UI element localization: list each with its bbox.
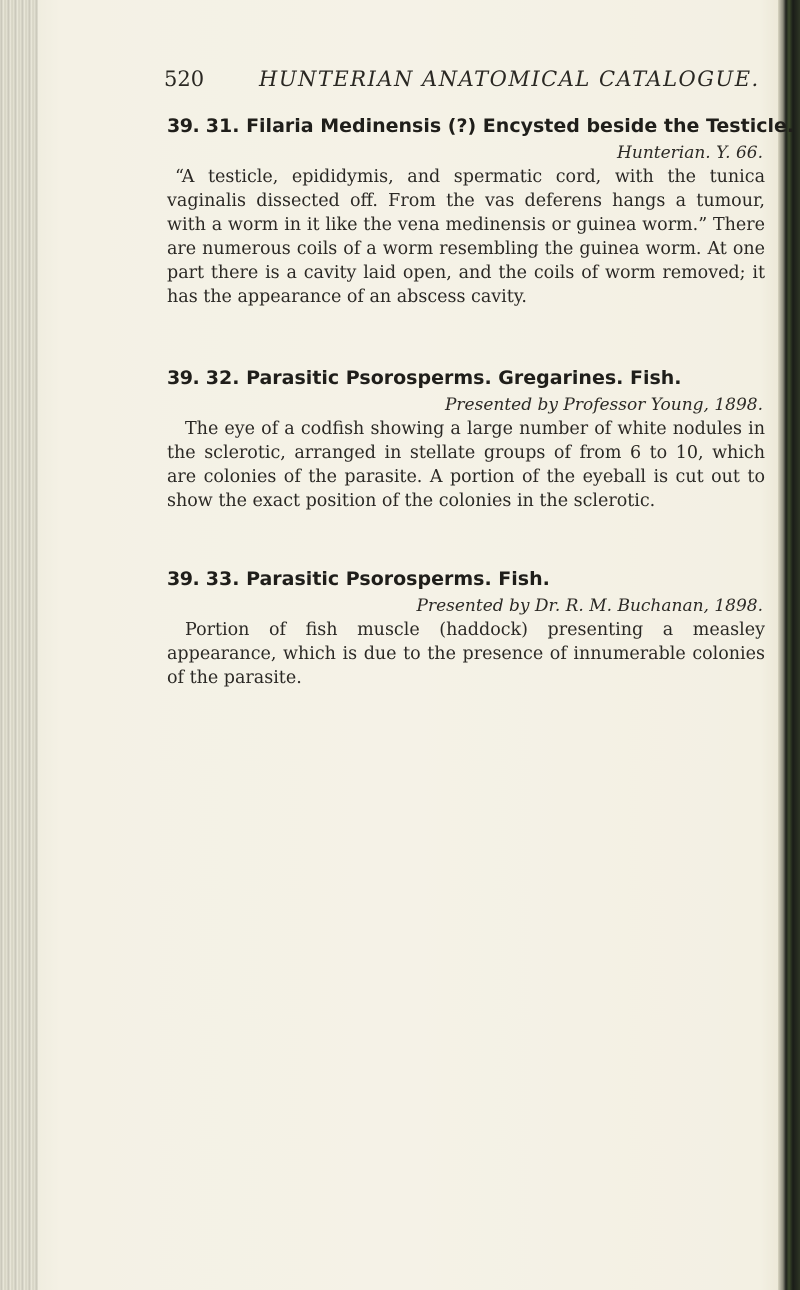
entry-title [167,364,765,393]
entry-description-text: The eye of a codfish showing a large number of white nodules in the sclerotic, arranged in stellate groups of from 6 to 10, which are colonies of the parasite. A portion of the eyeball is cut out to show the exact position of the colonies in the sclerotic. [167,419,765,511]
catalogue-entry [167,364,765,513]
entry-description-text: Portion of fish muscle (haddock) presenting a measley appearance, which is due to the presence of innumerable colonies of the parasite. [167,620,765,688]
entry-title [167,565,765,594]
catalogue-entry [167,112,795,309]
catalogue-entry [167,565,765,690]
entry-description [167,618,765,690]
entry-number: 39. [167,367,200,389]
entry-description [167,165,765,309]
right-page-edge [778,0,800,1290]
entry-title-text: 33. Parasitic Psorosperms. Fish. [205,568,550,590]
entry-number: 39. [167,115,200,137]
entry-description-text: “A testicle, epididymis, and spermatic cord, with the tunica vaginalis dissected off. From the vas deferens hangs a tumour, with a worm in it like the vena medinensis or guinea worm.” There are numerous coils of a worm resembling the guinea worm. At one part there is a cavity laid open, and the coils of worm removed; it has the appearance of an abscess cavity. [167,167,765,307]
entry-title-text: 32. Parasitic Psorosperms. Gregarines. Fish. [205,367,682,389]
entry-title [167,112,795,141]
entry-number: 39. [167,568,200,590]
left-binding-edge [0,0,38,1290]
page-header [164,67,760,97]
entry-description [167,417,765,513]
entry-reference: Hunterian. Y. 66. [617,143,763,163]
running-title: HUNTERIAN ANATOMICAL CATALOGUE. [259,67,760,91]
entry-title-text: 31. Filaria Medinensis (?) Encysted beside the Testicle. [205,115,795,137]
entry-reference: Presented by Professor Young, 1898. [444,395,763,415]
entry-reference: Presented by Dr. R. M. Buchanan, 1898. [416,596,763,616]
page-number: 520 [164,67,205,91]
